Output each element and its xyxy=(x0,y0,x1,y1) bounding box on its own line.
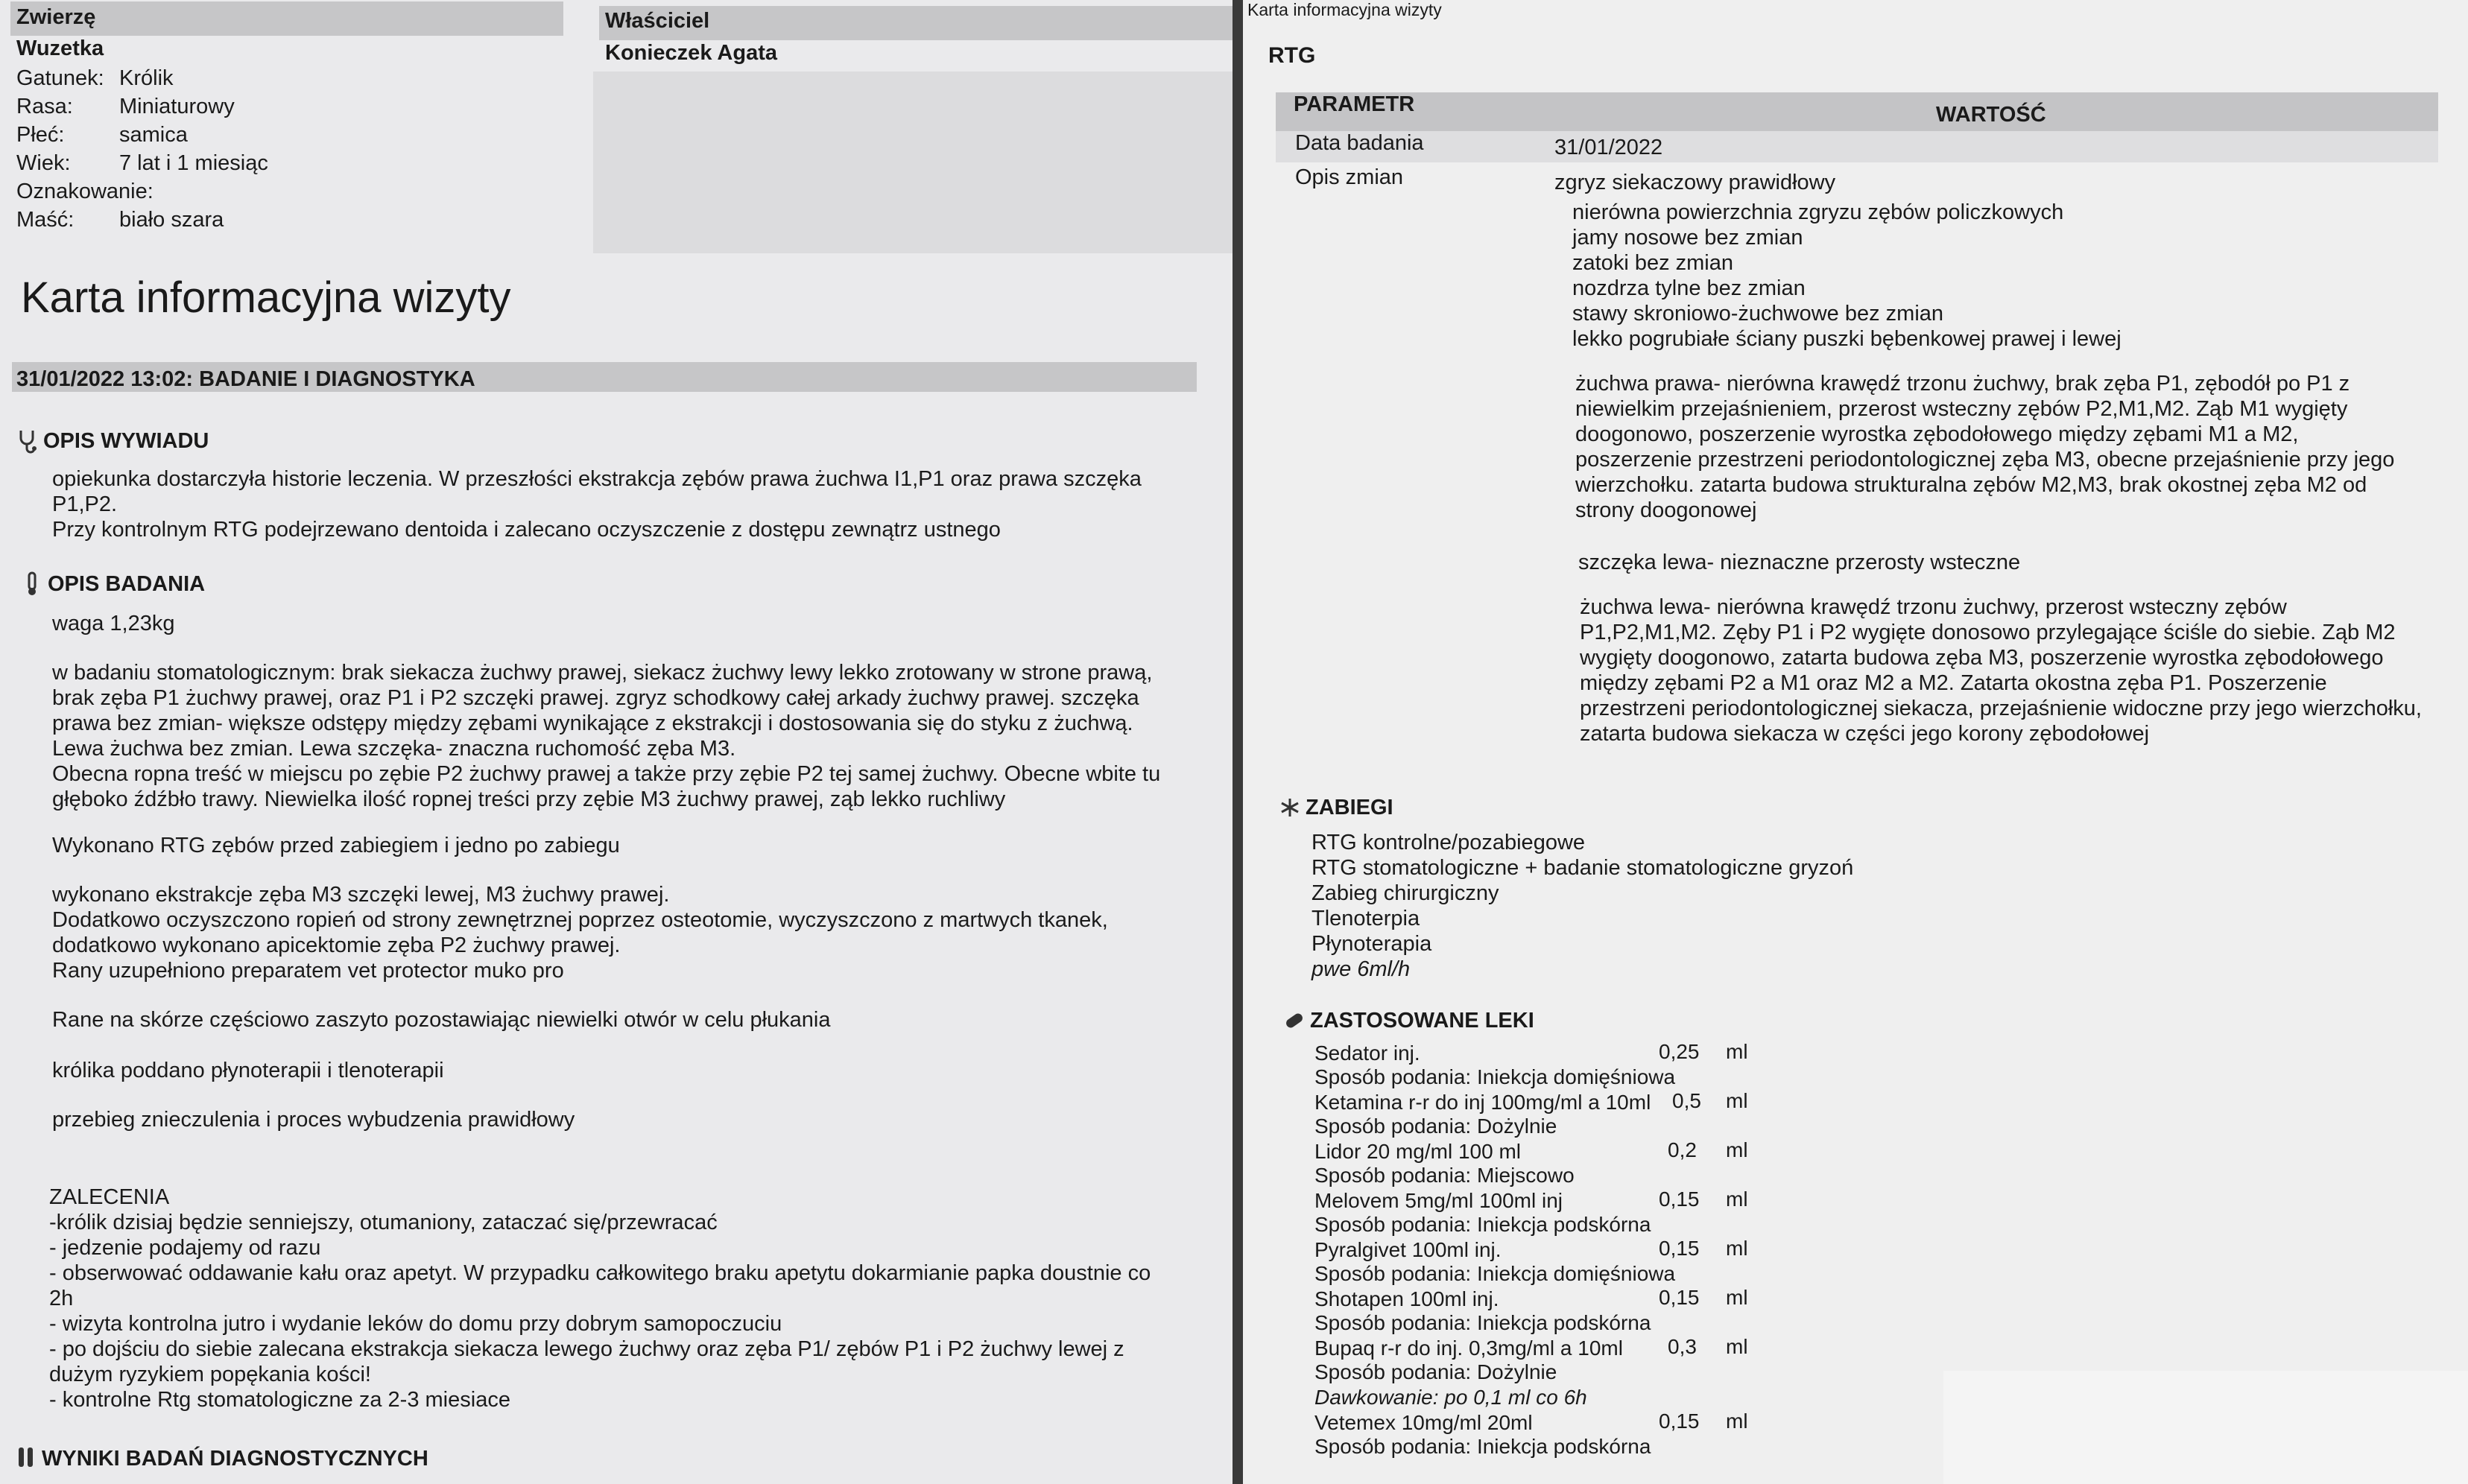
drug-unit: ml xyxy=(1726,1237,1748,1260)
exam-para1 xyxy=(52,660,1160,812)
exam-weight xyxy=(52,611,174,636)
interview-line: opiekunka dostarczyła historie leczenia. W przeszłości ekstrakcja zębów prawa żuchwa I1,P1 oraz prawa szczęka xyxy=(52,467,1142,491)
procedure-item: Tlenoterpia xyxy=(1311,907,1420,930)
procedures-title: ZABIEGI xyxy=(1306,795,1393,819)
finding-line: strony doogonowej xyxy=(1575,498,1757,522)
owner-name: Konieczek Agata xyxy=(605,41,777,65)
recommendations xyxy=(49,1185,1151,1412)
drug-unit: ml xyxy=(1726,1286,1748,1309)
interview-title: OPIS WYWIADU xyxy=(43,428,209,453)
drug-route: Sposób podania: Iniekcja podskórna xyxy=(1314,1213,1651,1236)
exam-line: w badaniu stomatologicznym: brak siekacza żuchwy prawej, siekacz żuchwy lewy lekko zrotowany w strone prawą, xyxy=(52,661,1153,685)
drug-name: Lidor 20 mg/ml 100 ml xyxy=(1314,1140,1522,1163)
recommendations-title: ZALECENIA xyxy=(49,1185,170,1209)
recommendation-line: - obserwować oddawanie kału oraz apetyt. W przypadku całkowitego braku apetytu dokarmianie papka doustnie co xyxy=(49,1261,1151,1285)
drug-dose: 0,15 xyxy=(1659,1237,1700,1260)
procedure-item: RTG kontrolne/pozabiegowe xyxy=(1311,831,1586,854)
procedures-list xyxy=(1311,830,1853,982)
recommendation-line: -królik dzisiaj będzie senniejszy, otumaniony, zataczać się/przewracać xyxy=(49,1211,718,1234)
exam-line: wykonano ekstrakcje zęba M3 szczęki lewej, M3 żuchwy prawej. xyxy=(52,883,670,907)
animal-field-age: Wiek: 7 lat i 1 miesiąc xyxy=(16,151,268,175)
exam-para4 xyxy=(52,1007,831,1033)
right-top-label: Karta informacyjna wizyty xyxy=(1247,0,1442,19)
thermometer-icon xyxy=(21,571,43,597)
animal-field-marking: Oznakowanie: xyxy=(16,180,154,203)
drug-dose: 0,25 xyxy=(1659,1040,1700,1063)
changes-line: lekko pogrubiałe ściany puszki bębenkowej prawej i lewej xyxy=(1572,327,2121,351)
procedure-item: Płynoterapia xyxy=(1311,932,1432,956)
drug-name: Vetemex 10mg/ml 20ml xyxy=(1314,1411,1533,1434)
drug-name: Melovem 5mg/ml 100ml inj xyxy=(1314,1189,1563,1212)
procedure-item: Zabieg chirurgiczny xyxy=(1311,881,1499,905)
drug-route: Sposób podania: Miejscowo xyxy=(1314,1164,1575,1187)
drug-dose: 0,15 xyxy=(1659,1410,1700,1433)
date-value: 31/01/2022 xyxy=(1554,136,1663,159)
drug-unit: ml xyxy=(1726,1040,1748,1063)
finding-line: P1,P2,M1,M2. Zęby P1 i P2 wygięte donosowo przylegające ściśle do siebie. Ząb M2 xyxy=(1580,621,2396,644)
exam-line: Lewa żuchwa bez zmian. Lewa szczęka- znaczna ruchomość zęba M3. xyxy=(52,737,736,761)
table-header-value: WARTOŚĆ xyxy=(1936,103,2046,127)
procedure-note: pwe 6ml/h xyxy=(1311,957,1411,981)
animal-field-species: Gatunek: Królik xyxy=(16,66,174,90)
results-title: WYNIKI BADAŃ DIAGNOSTYCZNYCH xyxy=(42,1446,428,1471)
animal-fields xyxy=(16,64,268,234)
exam-line: brak zęba P1 żuchwy prawej, oraz P1 i P2 szczęki prawej. zgryz schodkowy całej arkady żuchwy prawej. szczęka xyxy=(52,686,1139,710)
drug-name: Bupaq r-r do inj. 0,3mg/ml a 10ml xyxy=(1314,1336,1623,1360)
table-header-param: PARAMETR xyxy=(1294,92,1415,116)
finding-line: szczęka lewa- nieznaczne przerosty wsteczne xyxy=(1578,551,2021,574)
drug-route: Sposób podania: Dożylnie xyxy=(1314,1114,1557,1138)
finding-line: niewielkim przejaśnieniem, przerost wsteczny zębów P2,M1,M2. Ząb M1 wygięty xyxy=(1575,397,2348,421)
drug-unit: ml xyxy=(1726,1089,1748,1112)
recommendation-line: - kontrolne Rtg stomatologiczne za 2-3 miesiace xyxy=(49,1388,510,1412)
asterisk-icon xyxy=(1279,794,1301,821)
finding-line: doogonowo, poszerzenie wyrostka zębodołowego między zębami M1 a M2, xyxy=(1575,422,2299,446)
exam-para3 xyxy=(52,882,1108,983)
recommendation-line: - po dojściu do siebie zalecana ekstrakcja siekacza lewego żuchwy oraz zęba P1/ zębów P1 i P2 żuchwy lewej z xyxy=(49,1337,1124,1361)
exam-line: Dodatkowo oczyszczono ropień od strony zewnętrznej poprzez osteotomie, wyczyszczono z martwych tkanek, xyxy=(52,908,1108,932)
weight-line: waga 1,23kg xyxy=(52,612,175,635)
doc-title: Karta informacyjna wizyty xyxy=(21,273,511,322)
drugs-section-title xyxy=(1283,1007,1534,1034)
recommendation-line: dużym ryzykiem popękania kości! xyxy=(49,1363,371,1386)
exam-line: Rany uzupełniono preparatem vet protector muko pro xyxy=(52,959,564,983)
exam-line: głęboko źdźbło trawy. Niewielka ilość ropnej treści przy zębie M3 żuchwy prawej, ząb lekko ruchliwy xyxy=(52,787,1006,811)
drug-unit: ml xyxy=(1726,1410,1748,1433)
finding-line: między zębami P2 a M1 oraz M2 a M2. Zatarta okostna zęba P1. Poszerzenie xyxy=(1580,671,2327,695)
changes-line: jamy nosowe bez zmian xyxy=(1572,226,1803,250)
changes-line: zatoki bez zmian xyxy=(1572,251,1733,275)
drug-route: Sposób podania: Iniekcja podskórna xyxy=(1314,1311,1651,1334)
finding-line: przestrzeni periodontologicznej siekacza, przejaśnienie widoczne przy jego wierzchołku, xyxy=(1580,697,2422,720)
recommendation-line: - jedzenie podajemy od razu xyxy=(49,1236,321,1260)
recommendation-line: - wizyta kontrolna jutro i wydanie leków do domu przy dobrym samopoczuciu xyxy=(49,1312,782,1336)
owner-box xyxy=(593,72,1233,253)
animal-name: Wuzetka xyxy=(16,37,104,60)
changes-line: nozdrza tylne bez zmian xyxy=(1572,276,1806,300)
procedure-item: RTG stomatologiczne + badanie stomatologiczne gryzoń xyxy=(1311,856,1854,880)
finding-line: poszerzenie przestrzeni periodontologicznej zęba M3, obecne przejaśnienie przy jego xyxy=(1575,448,2395,472)
mandible-right xyxy=(1575,371,2394,523)
finding-line: żuchwa prawa- nierówna krawędź trzonu żuchwy, brak zęba P1, zębodół po P1 z xyxy=(1575,372,2350,396)
maxilla-left xyxy=(1578,550,2020,575)
results-section-title xyxy=(15,1445,428,1472)
recommendation-line: 2h xyxy=(49,1287,74,1310)
drug-name: Sedator inj. xyxy=(1314,1041,1420,1065)
drug-dosage-note: Dawkowanie: po 0,1 ml co 6h xyxy=(1314,1386,1587,1409)
exam-line: dodatkowo wykonano apicektomie zęba P2 żuchwy prawej. xyxy=(52,933,621,957)
exam-line: Rane na skórze częściowo zaszyto pozostawiając niewielki otwór w celu płukania xyxy=(52,1008,831,1032)
visit-header: 31/01/2022 13:02: BADANIE I DIAGNOSTYKA xyxy=(16,367,475,391)
interview-line: P1,P2. xyxy=(52,492,118,516)
table-row-date-bg xyxy=(1276,131,2438,162)
drug-unit: ml xyxy=(1726,1187,1748,1211)
animal-field-sex: Płeć: samica xyxy=(16,123,188,147)
exam-line: przebieg znieczulenia i proces wybudzenia prawidłowy xyxy=(52,1108,575,1132)
changes-line: zgryz siekaczowy prawidłowy xyxy=(1554,171,1836,194)
drug-route: Sposób podania: Iniekcja podskórna xyxy=(1314,1435,1651,1458)
changes-first xyxy=(1554,170,1835,195)
drug-dose: 0,5 xyxy=(1672,1089,1701,1112)
exam-title: OPIS BADANIA xyxy=(48,571,206,596)
interview-section-title xyxy=(16,428,209,454)
exam-line: królika poddano płynoterapii i tlenoterapii xyxy=(52,1059,444,1082)
finding-line: wygięty doogonowo, zatarta budowa zęba M3, poszerzenie wyrostka zębodołowego xyxy=(1580,646,2384,670)
drug-route: Sposób podania: Iniekcja domięśniowa xyxy=(1314,1065,1676,1088)
rtg-title: RTG xyxy=(1268,43,1316,68)
animal-field-color: Maść: biało szara xyxy=(16,208,224,232)
exam-line: Wykonano RTG zębów przed zabiegiem i jedno po zabiegu xyxy=(52,834,620,857)
drug-route: Sposób podania: Iniekcja domięśniowa xyxy=(1314,1262,1676,1285)
finding-line: zatarta budowa siekacza w części jego korony zębodołowej xyxy=(1580,722,2150,746)
exam-para6 xyxy=(52,1107,575,1132)
owner-header: Właściciel xyxy=(605,9,710,33)
pill-icon xyxy=(1283,1007,1306,1034)
exam-line: Obecna ropna treść w miejscu po zębie P2 żuchwy prawej a także przy zębie P2 tej samej żuchwy. Obecne wbite tu xyxy=(52,762,1161,786)
drugs-title: ZASTOSOWANE LEKI xyxy=(1310,1008,1534,1033)
drug-name: Ketamina r-r do inj 100mg/ml a 10ml xyxy=(1314,1091,1651,1114)
drug-route: Sposób podania: Dożylnie xyxy=(1314,1360,1557,1383)
changes-line: stawy skroniowo-żuchwowe bez zmian xyxy=(1572,302,1944,326)
finding-line: żuchwa lewa- nierówna krawędź trzonu żuchwy, przerost wsteczny zębów xyxy=(1580,595,2287,619)
animal-header: Zwierzę xyxy=(16,5,96,29)
drug-unit: ml xyxy=(1726,1138,1748,1161)
mandible-left xyxy=(1580,594,2422,746)
drug-dose: 0,3 xyxy=(1668,1335,1697,1358)
date-label: Data badania xyxy=(1295,131,1424,155)
right-page xyxy=(1243,0,2468,1484)
interview-text xyxy=(52,466,1142,542)
page-corner-highlight xyxy=(1943,1371,2468,1484)
drug-name: Shotapen 100ml inj. xyxy=(1314,1287,1499,1310)
changes-line: nierówna powierzchnia zgryzu zębów policzkowych xyxy=(1572,200,2064,224)
changes-label: Opis zmian xyxy=(1295,165,1404,189)
interview-line: Przy kontrolnym RTG podejrzewano dentoida i zalecano oczyszczenie z dostępu zewnątrz ustnego xyxy=(52,518,1001,542)
left-page xyxy=(0,0,1233,1484)
stethoscope-icon xyxy=(16,428,39,454)
procedures-section-title xyxy=(1279,794,1393,821)
table-header-bar xyxy=(1276,92,2438,131)
drug-dose: 0,15 xyxy=(1659,1286,1700,1309)
test-tubes-icon xyxy=(15,1445,37,1472)
drug-dose: 0,15 xyxy=(1659,1187,1700,1211)
animal-field-breed: Rasa: Miniaturowy xyxy=(16,95,235,118)
drug-name: Pyralgivet 100ml inj. xyxy=(1314,1238,1502,1261)
exam-section-title xyxy=(21,571,205,597)
exam-line: prawa bez zmian- większe odstępy między zębami wynikające z ekstrakcji i dostosowania się do styku z żuchwą. xyxy=(52,711,1133,735)
drug-unit: ml xyxy=(1726,1335,1748,1358)
changes-list xyxy=(1572,200,2121,352)
finding-line: wierzchołku. zatarta budowa strukturalna zębów M2,M3, brak okostnej zęba M2 od xyxy=(1575,473,2367,497)
drug-dose: 0,2 xyxy=(1668,1138,1697,1161)
exam-para5 xyxy=(52,1058,444,1083)
exam-para2 xyxy=(52,833,620,858)
